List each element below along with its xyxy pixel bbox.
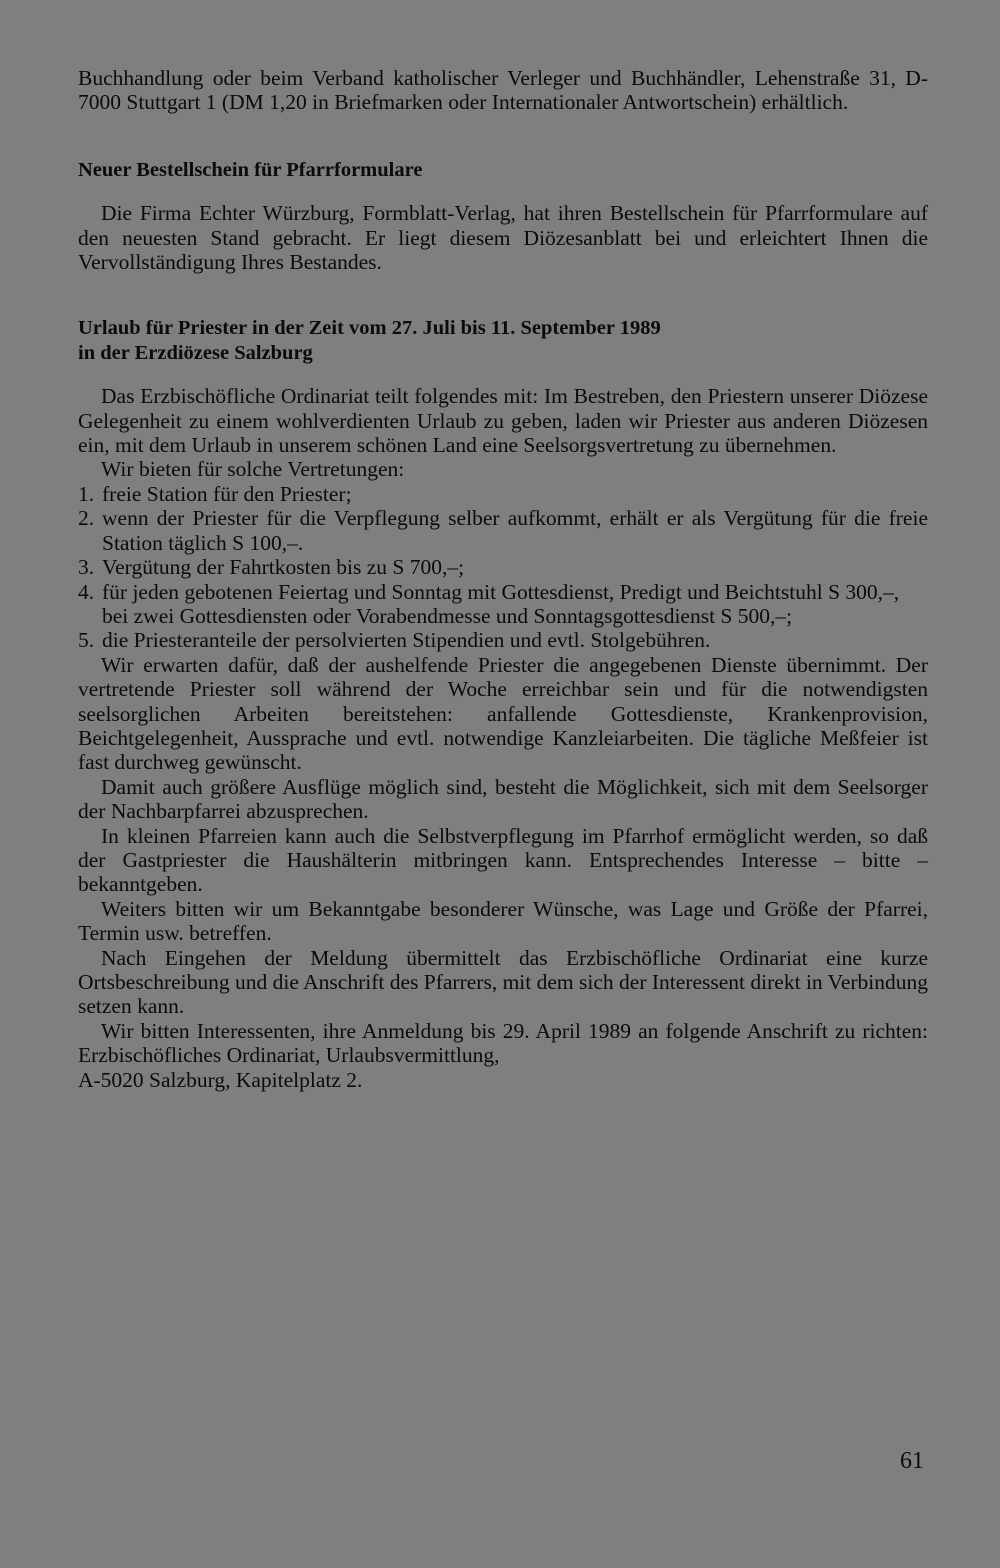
list-item-text: wenn der Priester für die Verpflegung selber aufkommt, erhält er als Vergütung für die freie Station täglich S 100,–.: [102, 506, 928, 555]
list-item: [78, 506, 928, 555]
urlaub-paragraph-7: Nach Eingehen der Meldung übermittelt das Erzbischöfliche Ordinariat eine kurze Ortsbeschreibung und die Anschrift des Pfarrers, mit dem sich der Interessent direkt in Verbindung setzen kann.: [78, 945, 928, 1019]
list-item-number: 1.: [78, 481, 95, 506]
list-item: [78, 628, 928, 652]
urlaub-paragraph-6: Weiters bitten wir um Bekanntgabe besonderer Wünsche, was Lage und Größe der Pfarrei, Termin usw. betreffen.: [78, 896, 928, 946]
list-item: [78, 555, 928, 579]
list-item: [78, 482, 928, 506]
list-item-text: für jeden gebotenen Feiertag und Sonntag mit Gottesdienst, Predigt und Beichtstuhl S 300,–,: [102, 579, 900, 604]
section-title-bestellschein: Neuer Bestellschein für Pfarrformulare: [78, 158, 423, 181]
list-item-number: 5.: [78, 628, 95, 653]
document-page: [78, 66, 928, 1092]
list-item-number: 4.: [78, 579, 95, 604]
list-item-number: 3.: [78, 555, 95, 580]
list-item-number: 2.: [78, 506, 95, 531]
urlaub-paragraph-3: Wir erwarten dafür, daß der aushelfende Priester die angegebenen Dienste übernimmt. Der vertretende Priester soll während der Woche erreichbar sein und für die notwendigsten seelsorglichen Arbeiten bereitstehen: anfallende Gottesdienste, Krankenprovision, Beichtgelegenheit, Aussprache und evtl. notwendige Kanzleiarbeiten. Die tägliche Meßfeier ist fast durchweg gewünscht.: [78, 652, 928, 775]
list-item: [78, 580, 928, 604]
list-item-4-subline: bei zwei Gottesdiensten oder Vorabendmesse und Sonntagsgottesdienst S 500,–;: [102, 603, 793, 628]
page-number: 61: [900, 1448, 924, 1474]
offer-list: [78, 482, 928, 653]
address-line: A-5020 Salzburg, Kapitelplatz 2.: [78, 1067, 363, 1092]
urlaub-paragraph-5: In kleinen Pfarreien kann auch die Selbstverpflegung im Pfarrhof ermöglicht werden, so daß der Gastpriester die Haushälterin mitbringen kann. Entsprechendes Interesse – bitte – bekanntgeben.: [78, 823, 928, 897]
section-title-urlaub-line1: Urlaub für Priester in der Zeit vom 27. Juli bis 11. September 1989: [78, 317, 661, 340]
urlaub-paragraph-1: Das Erzbischöfliche Ordinariat teilt folgendes mit: Im Bestreben, den Priestern unserer Diözese Gelegenheit zu einem wohlverdienten Urlaub zu geben, laden wir Priester aus anderen Diözesen ein, mit dem Urlaub in unserem schönen Land eine Seelsorgsvertretung zu übernehmen.: [78, 384, 928, 458]
list-item-text: Vergütung der Fahrtkosten bis zu S 700,–;: [102, 555, 465, 580]
section-title-urlaub: [78, 316, 928, 365]
list-item-text: die Priesteranteile der persolvierten Stipendien und evtl. Stolgebühren.: [102, 628, 711, 653]
section-title-urlaub-line2: in der Erzdiözese Salzburg: [78, 341, 313, 364]
urlaub-paragraph-2: Wir bieten für solche Vertretungen:: [101, 457, 405, 482]
intro-paragraph: Buchhandlung oder beim Verband katholischer Verleger und Buchhändler, Lehenstraße 31, D-7000 Stuttgart 1 (DM 1,20 in Briefmarken oder Internationaler Antwortschein) erhältlich.: [78, 66, 928, 115]
bestellschein-paragraph: Die Firma Echter Würzburg, Formblatt-Verlag, hat ihren Bestellschein für Pfarrformulare auf den neuesten Stand gebracht. Er liegt diesem Diözesanblatt bei und erleichtert Ihnen die Vervollständigung Ihres Bestandes.: [78, 201, 928, 275]
urlaub-paragraph-8: Wir bitten Interessenten, ihre Anmeldung bis 29. April 1989 an folgende Anschrift zu richten: Erzbischöfliches Ordinariat, Urlaubsvermittlung,: [78, 1018, 928, 1068]
list-item-text: freie Station für den Priester;: [102, 481, 352, 506]
urlaub-paragraph-4: Damit auch größere Ausflüge möglich sind, besteht die Möglichkeit, sich mit dem Seelsorger der Nachbarpfarrei abzusprechen.: [78, 774, 928, 824]
